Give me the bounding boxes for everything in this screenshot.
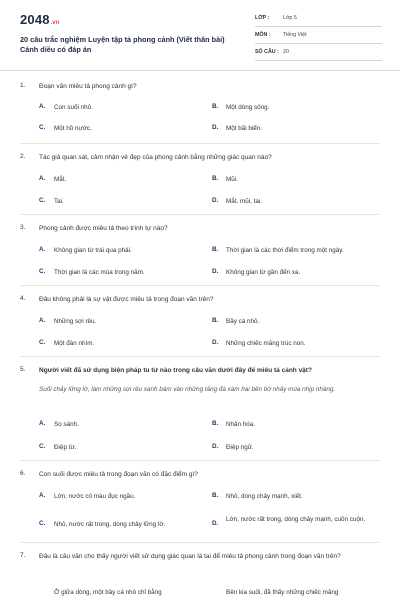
question-number: 4. [20,295,26,302]
option-text: Ở giữa dòng, một bầy cá nhỏ chỉ bằng [54,589,162,596]
meta-row-grade [255,12,382,27]
option-letter: D. [212,339,219,346]
option-text: So sánh. [54,421,79,428]
option-letter: D. [212,124,219,131]
option-text: Không gian từ trái qua phải. [54,247,132,254]
question-number: 1. [20,82,26,89]
page-title: 20 câu trắc nghiệm Luyện tập tả phong cảnh (Viết thân bài) Cánh diều có đáp án [20,35,225,54]
option-letter: B. [212,103,219,110]
question-text: Đâu là câu văn cho thấy người viết sử dụng giác quan là tai để miêu tả phong cảnh trong đoạn văn trên? [39,553,341,560]
option-letter: A. [39,103,46,110]
option-text: Thời gian là các mùa trong năm. [54,269,145,276]
option-text: Những chiếc măng trúc non. [226,340,306,347]
meta-row-count [255,46,382,61]
option-letter: C. [39,443,46,450]
header-divider [0,70,400,71]
option-letter: C. [39,124,46,131]
option-letter: B. [212,317,219,324]
question-number: 6. [20,470,26,477]
option-text: Mắt. [54,176,67,183]
option-letter: B. [212,492,219,499]
question-divider [20,214,380,215]
option-text: Mắt, mũi, tai. [226,198,263,205]
question-divider [20,356,380,357]
option-letter: C. [39,197,46,204]
option-text: Lớn, nước có màu đục ngầu. [54,493,136,500]
question-text: Đoạn văn miêu tả phong cảnh gì? [39,83,137,90]
option-letter: D. [212,268,219,275]
meta-value: Lớp 5 [283,15,297,21]
option-text: Nhỏ, dòng chảy mạnh, xiết. [226,493,303,500]
question-number: 2. [20,153,26,160]
option-letter: B. [212,420,219,427]
option-text: Tai. [54,198,64,205]
question-text: Phong cảnh được miêu tả theo trình tự nào? [39,225,168,232]
option-letter: D. [212,443,219,450]
question-divider [20,143,380,144]
meta-value: 20 [283,49,289,55]
option-letter: D. [212,197,219,204]
question-number: 3. [20,224,26,231]
question-number: 7. [20,552,26,559]
meta-label: MÔN : [255,32,271,38]
page-header [0,0,400,70]
meta-label: SỐ CÂU : [255,49,279,55]
meta-panel [255,12,382,63]
option-letter: C. [39,268,46,275]
option-text: Lớn, nước rất trong, dòng chảy mạnh, cuồn cuộn. [226,516,366,523]
option-letter: A. [39,246,46,253]
question-text: Con suối được miêu tả trong đoạn văn có đặc điểm gì? [39,471,198,478]
question-number: 5. [20,366,26,373]
option-letter: A. [39,317,46,324]
option-text: Không gian từ gần đến xa. [226,269,301,276]
option-letter: B. [212,175,219,182]
question-text: Người viết đã sử dụng biện pháp tu từ nào trong câu văn dưới đây để miêu tả cảnh vật? [39,367,312,374]
option-letter: A. [39,175,46,182]
option-text: Con suối nhỏ. [54,104,93,111]
option-text: Mũi. [226,176,238,183]
option-letter: C. [39,520,46,527]
option-text: Một hồ nước. [54,125,92,132]
option-text: Những sợi rêu. [54,318,97,325]
meta-label: LỚP : [255,15,270,21]
option-text: Nhân hóa. [226,421,256,428]
logo-suffix: .vn [50,20,60,26]
option-text: Điệp từ. [54,444,77,451]
option-letter: A. [39,420,46,427]
option-text: Thời gian là các thời điểm trong một ngày. [226,247,344,254]
meta-value: Tiếng Việt [283,32,307,38]
option-text: Một bãi biển. [226,125,263,132]
question-text: Tác giả quan sát, cảm nhận vẻ đẹp của phong cảnh bằng những giác quan nào? [39,154,272,161]
option-letter: D. [212,520,219,527]
question-quote: Suối chảy lững lờ, làm những sợi rêu xanh bám vào những tảng đá xám hai bên bờ nhảy múa nhịp nhàng. [39,386,336,393]
option-letter: A. [39,492,46,499]
question-divider [20,285,380,286]
question-divider [20,460,380,461]
option-letter: B. [212,246,219,253]
option-text: Nhỏ, nước rất trong, dòng chảy lững lờ. [54,521,166,528]
option-letter: C. [39,339,46,346]
option-text: Một đàn nhím. [54,340,95,347]
option-text: Bầy cá nhỏ. [226,318,260,325]
logo-text: 2048 [20,12,50,27]
option-text: Điệp ngữ. [226,444,254,451]
meta-row-subject [255,29,382,44]
option-text: Bên kia suối, đã thấy những chiếc măng [226,589,339,596]
option-text: Một dòng sông. [226,104,270,111]
site-logo[interactable] [20,12,59,27]
question-divider [20,542,380,543]
question-text: Đâu không phải là sự vật được miêu tả trong đoạn văn trên? [39,296,214,303]
